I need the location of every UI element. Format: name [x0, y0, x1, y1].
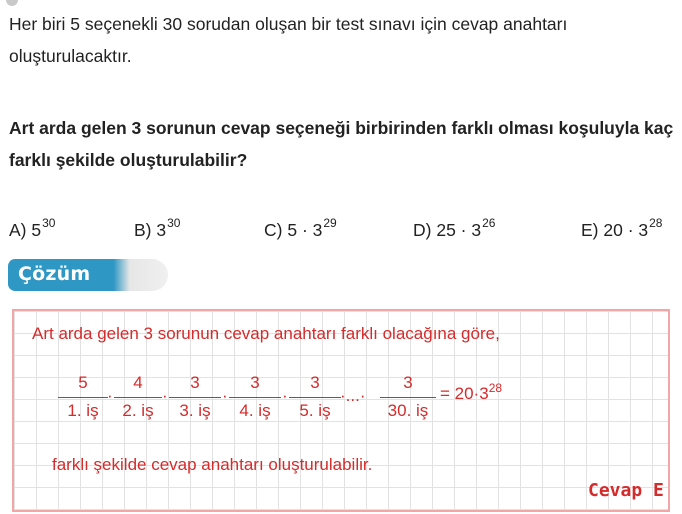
fraction-1-num: 5 — [78, 373, 88, 392]
fraction-3-bar — [169, 397, 221, 398]
fraction-4 — [229, 372, 281, 422]
fraction-4-num: 3 — [250, 373, 260, 392]
option-d-exp: 26 — [482, 216, 496, 230]
times-dot-3: · — [222, 386, 228, 405]
solution-header-badge — [8, 259, 168, 291]
fraction-6-den: 30. iş — [387, 401, 429, 420]
solution-header-label: Çözüm — [18, 263, 91, 285]
option-b-base: 3 — [156, 220, 167, 240]
fraction-3-num: 3 — [190, 373, 200, 392]
page-corner-mark — [6, 0, 18, 6]
option-c-label: C) — [264, 220, 283, 240]
times-dot-4: · — [282, 386, 288, 405]
fraction-1-bar — [58, 397, 108, 398]
times-dot-1: · — [107, 386, 113, 405]
fraction-4-den: 4. iş — [239, 401, 271, 420]
answer-label: Cevap E — [588, 480, 664, 501]
fraction-6-bar — [380, 397, 436, 398]
problem-question: Art arda gelen 3 sorunun cevap seçeneği birbirinden farklı olması koşuluyla kaç farklı şekilde oluşturulabilir? — [9, 118, 674, 170]
fraction-2 — [114, 372, 162, 422]
fraction-4-bar — [229, 397, 281, 398]
fraction-6 — [380, 372, 436, 422]
fraction-2-num: 4 — [133, 373, 143, 392]
option-b-exp: 30 — [167, 216, 181, 230]
fraction-1 — [58, 372, 108, 422]
option-a-label: A) — [9, 220, 27, 240]
fraction-6-num: 3 — [403, 373, 413, 392]
fraction-2-bar — [114, 397, 162, 398]
option-b[interactable] — [134, 216, 181, 241]
solution-intro-line: Art arda gelen 3 sorunun cevap anahtarı farklı olacağına göre, — [32, 324, 500, 343]
option-b-label: B) — [134, 220, 152, 240]
fraction-5 — [289, 372, 341, 422]
option-d[interactable] — [413, 216, 496, 241]
option-e[interactable] — [581, 216, 663, 241]
fraction-3-den: 3. iş — [179, 401, 211, 420]
option-e-exp: 28 — [649, 216, 663, 230]
option-c-exp: 29 — [323, 216, 337, 230]
option-a[interactable] — [9, 216, 56, 241]
fraction-5-bar — [289, 397, 341, 398]
option-a-base: 5 — [31, 220, 42, 240]
fraction-5-den: 5. iş — [299, 401, 331, 420]
option-e-base: 20 · 3 — [603, 220, 649, 240]
option-d-base: 25 · 3 — [436, 220, 482, 240]
fraction-3 — [169, 372, 221, 422]
solution-conclusion-line: farklı şekilde cevap anahtarı oluşturulabilir. — [52, 455, 373, 474]
option-d-label: D) — [413, 220, 432, 240]
times-dot-2: · — [162, 386, 168, 405]
ellipsis-dots: ·...· — [340, 386, 366, 405]
solution-result-base: = 20·3 — [440, 384, 489, 403]
fraction-5-num: 3 — [310, 373, 320, 392]
fraction-1-den: 1. iş — [67, 401, 99, 420]
solution-result — [440, 381, 503, 404]
solution-result-exp: 28 — [488, 381, 503, 395]
option-c-base: 5 · 3 — [287, 220, 323, 240]
problem-intro: Her biri 5 seçenekli 30 sorudan oluşan bir test sınavı için cevap anahtarı oluşturulacaktır. — [9, 14, 568, 66]
fraction-2-den: 2. iş — [122, 401, 154, 420]
option-a-exp: 30 — [42, 216, 56, 230]
option-e-label: E) — [581, 220, 599, 240]
option-c[interactable] — [264, 216, 337, 241]
